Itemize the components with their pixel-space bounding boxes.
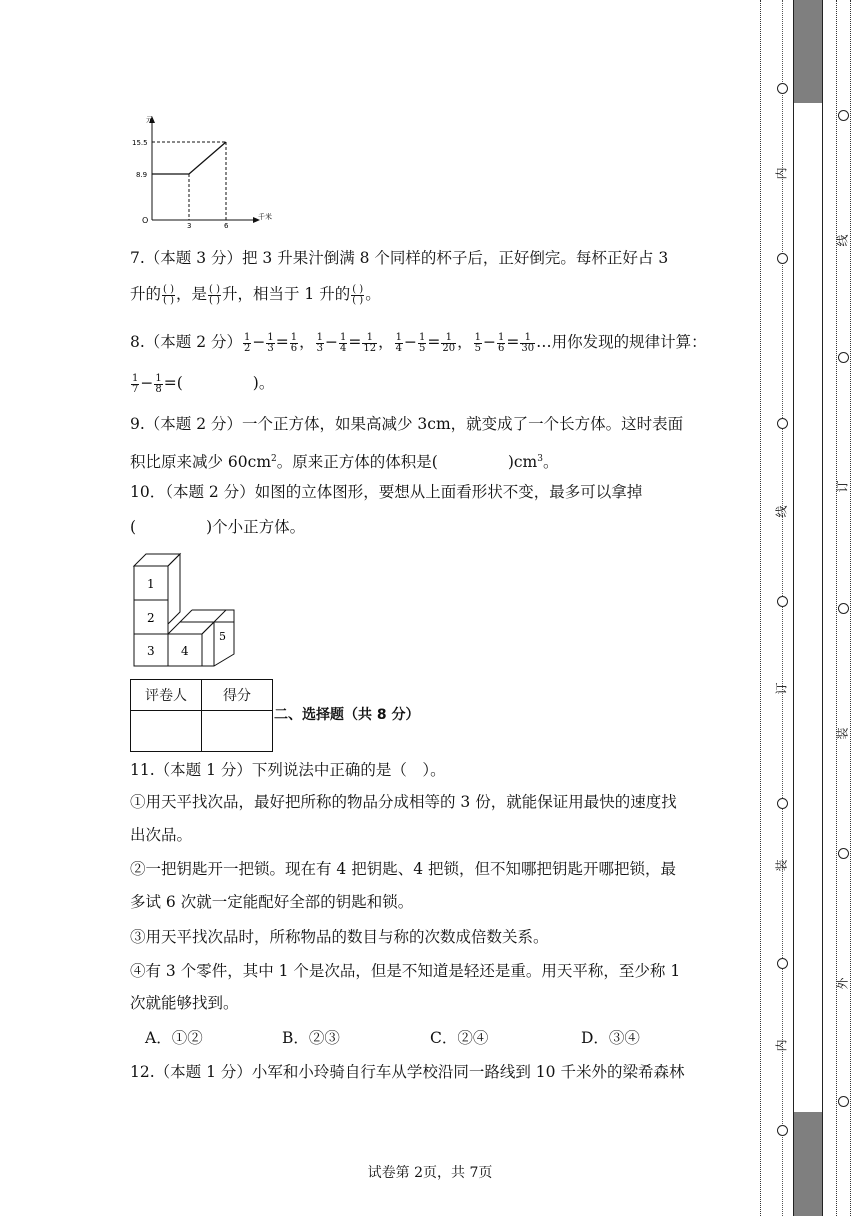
q7-line1: 7.（本题 3 分）把 3 升果汁倒满 8 个同样的杯子后，正好倒完。每杯正好占 3 (130, 249, 669, 267)
grader-header: 评卷人 (131, 680, 202, 711)
binding-label: 订 (835, 480, 850, 493)
binding-label: 装 (774, 859, 789, 872)
binding-hole-icon (777, 1125, 788, 1136)
q8-line2: $\frac{1}{7}$ − $\frac{1}{8}$ =( )。 (132, 372, 275, 395)
binding-hole-icon (777, 253, 788, 264)
cube-label: 3 (147, 644, 155, 658)
binding-label: 内 (774, 1039, 789, 1052)
section-title: 二、选择题（共 8 分） (274, 707, 420, 723)
q11-statement: ③用天平找次品时，所称物品的数目与称的次数成倍数关系。 (130, 928, 549, 946)
q9-line1: 9.（本题 2 分）一个正方体，如果高减少 3cm，就变成了一个长方体。这时表面 (130, 415, 684, 433)
q7-line2: 升的 $\frac{( )}{( )}$ ，是 $\frac{( )}{( )}$ 升，相当于 1 升的 $\frac{( )}{( )}$ 。 (130, 283, 381, 306)
binding-hole-icon (777, 418, 788, 429)
binding-label: 线 (835, 234, 850, 247)
q12-line1: 12.（本题 1 分）小军和小玲骑自行车从学校沿同一路线到 10 千米外的梁希森林 (130, 1063, 685, 1081)
q11-statement: 次就能够找到。 (130, 994, 239, 1012)
option-a[interactable]: A．①② (145, 1029, 203, 1047)
fraction-blank: $\frac{( )}{( )}$ (163, 283, 174, 306)
q11-statement: ②一把钥匙开一把锁。现在有 4 把钥匙、4 把锁，但不知哪把钥匙开哪把锁，最 (130, 860, 677, 878)
binding-hole-icon (777, 798, 788, 809)
fraction-blank: $\frac{( )}{( )}$ (209, 283, 220, 306)
option-c[interactable]: C．②④ (430, 1029, 489, 1047)
q9-line2: 积比原来减少 $60cm^2$。原来正方体的体积是( )$cm^3$。 (130, 453, 559, 472)
graph-x-unit: 千米 (258, 213, 272, 221)
binding-hole-icon (777, 596, 788, 607)
grader-cell[interactable] (131, 711, 202, 752)
binding-hole-icon (838, 603, 849, 614)
graph-x-tick: 3 (187, 222, 192, 230)
cube-figure (130, 552, 240, 670)
cube-label: 4 (181, 644, 189, 658)
q11-stem: 11.（本题 1 分）下列说法中正确的是（ ）。 (130, 761, 446, 779)
q7-text: 升的 (130, 285, 162, 303)
graph-origin: O (142, 216, 149, 225)
graph-y-tick: 8.9 (136, 171, 148, 179)
graph-x-tick: 6 (224, 222, 229, 230)
graph-y-tick: 15.5 (132, 139, 148, 147)
q8-line1: 8.（本题 2 分） $\frac{1}{2}$ − $\frac{1}{3}$ = $\frac{1}{6}$ ， $\frac{1}{3}$ − $\frac{1}{4}$ = $\frac{1}{12}$ ， $\frac{1}{4}$ − $\frac{1}{5}$ = $\frac{1}{20}$ ， $\frac{1}{5}$ − $\frac{1}{6}$ = $\frac{1}{30}$ …用你发现的规律计算： (130, 331, 707, 354)
binding-hole-icon (838, 110, 849, 121)
binding-label: 外 (835, 977, 850, 990)
option-d[interactable]: D．③④ (581, 1029, 640, 1047)
binding-hole-icon (838, 352, 849, 363)
binding-label: 线 (774, 505, 789, 518)
q11-statement: 出次品。 (130, 826, 193, 844)
binding-hole-icon (777, 958, 788, 969)
fare-graph (130, 112, 280, 230)
binding-hole-icon (777, 83, 788, 94)
binding-hole-icon (838, 848, 849, 859)
q10-line1: 10．（本题 2 分）如图的立体图形，要想从上面看形状不变，最多可以拿掉 (130, 483, 643, 501)
q10-line2: ( )个小正方体。 (130, 518, 306, 536)
q11-statement: ①用天平找次品，最好把所称的物品分成相等的 3 份，就能保证用最快的速度找 (130, 793, 677, 811)
page-footer: 试卷第 2页，共 7页 (367, 1165, 493, 1181)
q11-statement: 多试 6 次就一定能配好全部的钥匙和锁。 (130, 893, 414, 911)
fraction-blank: $\frac{( )}{( )}$ (352, 283, 364, 306)
graph-y-unit: 元 (146, 116, 153, 124)
option-b[interactable]: B．②③ (282, 1029, 340, 1047)
binding-hole-icon (838, 1096, 849, 1107)
score-header: 得分 (202, 680, 273, 711)
binding-label: 装 (835, 727, 850, 740)
score-cell[interactable] (202, 711, 273, 752)
cube-label: 2 (147, 611, 155, 625)
q11-statement: ④有 3 个零件，其中 1 个是次品，但是不知道是轻还是重。用天平称，至少称 1 (130, 962, 681, 980)
binding-label: 内 (774, 167, 789, 180)
cube-label: 1 (147, 577, 155, 591)
score-table (130, 679, 273, 752)
binding-label: 订 (774, 682, 789, 695)
cube-label: 5 (219, 630, 226, 643)
